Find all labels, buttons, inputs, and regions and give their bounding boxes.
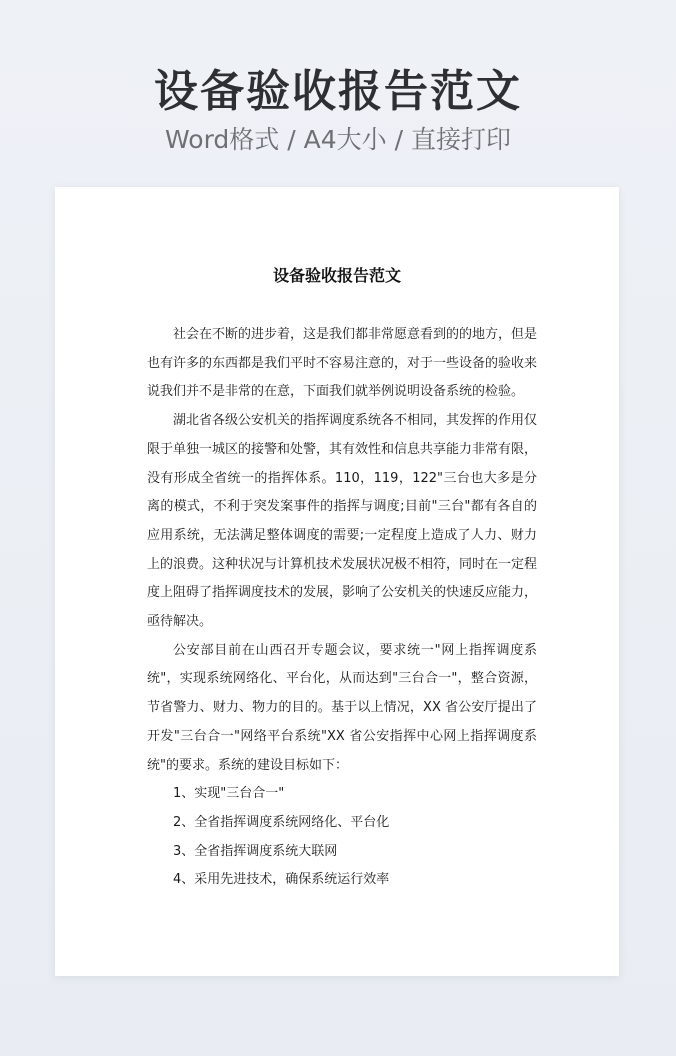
paragraph: 公安部目前在山西召开专题会议，要求统一"网上指挥调度系统"，实现系统网络化、平台化，从而达到"三台合一"，整合资源，节省警力、财力、物力的目的。基于以上情况，XX 省公安厅提出了开发"三台合一"网络平台系统"XX 省公安指挥中心网上指挥调度系统"的要求。系统的建设目标如下： [147, 642, 537, 773]
banner [0, 64, 676, 156]
list-item: 3、全省指挥调度系统大联网 [173, 843, 338, 859]
list-item: 2、全省指挥调度系统网络化、平台化 [173, 814, 390, 830]
document-page [55, 187, 619, 976]
paragraph: 湖北省各级公安机关的指挥调度系统各不相同，其发挥的作用仅限于单独一城区的接警和处警，其有效性和信息共享能力非常有限，没有形成全省统一的指挥体系。110，119，122"三台也大多是分离的模式，不利于突发案事件的指挥与调度;目前"三台"都有各自的应用系统，无法满足整体调度的需要;一定程度上造成了人力、财力上的浪费。这种状况与计算机技术发展状况极不相符，同时在一定程度上阻碍了指挥调度技术的发展，影响了公安机关的快速反应能力，亟待解决。 [147, 413, 538, 630]
banner-title: 设备验收报告范文 [154, 66, 522, 117]
list-item: 1、实现"三台合一" [173, 786, 285, 802]
document-title: 设备验收报告范文 [272, 266, 401, 285]
list-item: 4、采用先进技术，确保系统运行效率 [173, 872, 390, 888]
banner-subtitle: Word格式 / A4大小 / 直接打印 [165, 125, 511, 154]
paragraph: 社会在不断的进步着，这是我们都非常愿意看到的的地方，但是也有许多的东西都是我们平时不容易注意的，对于一些设备的验收来说我们并不是非常的在意，下面我们就举例说明设备系统的检验。 [147, 327, 538, 400]
document-body [147, 321, 537, 895]
